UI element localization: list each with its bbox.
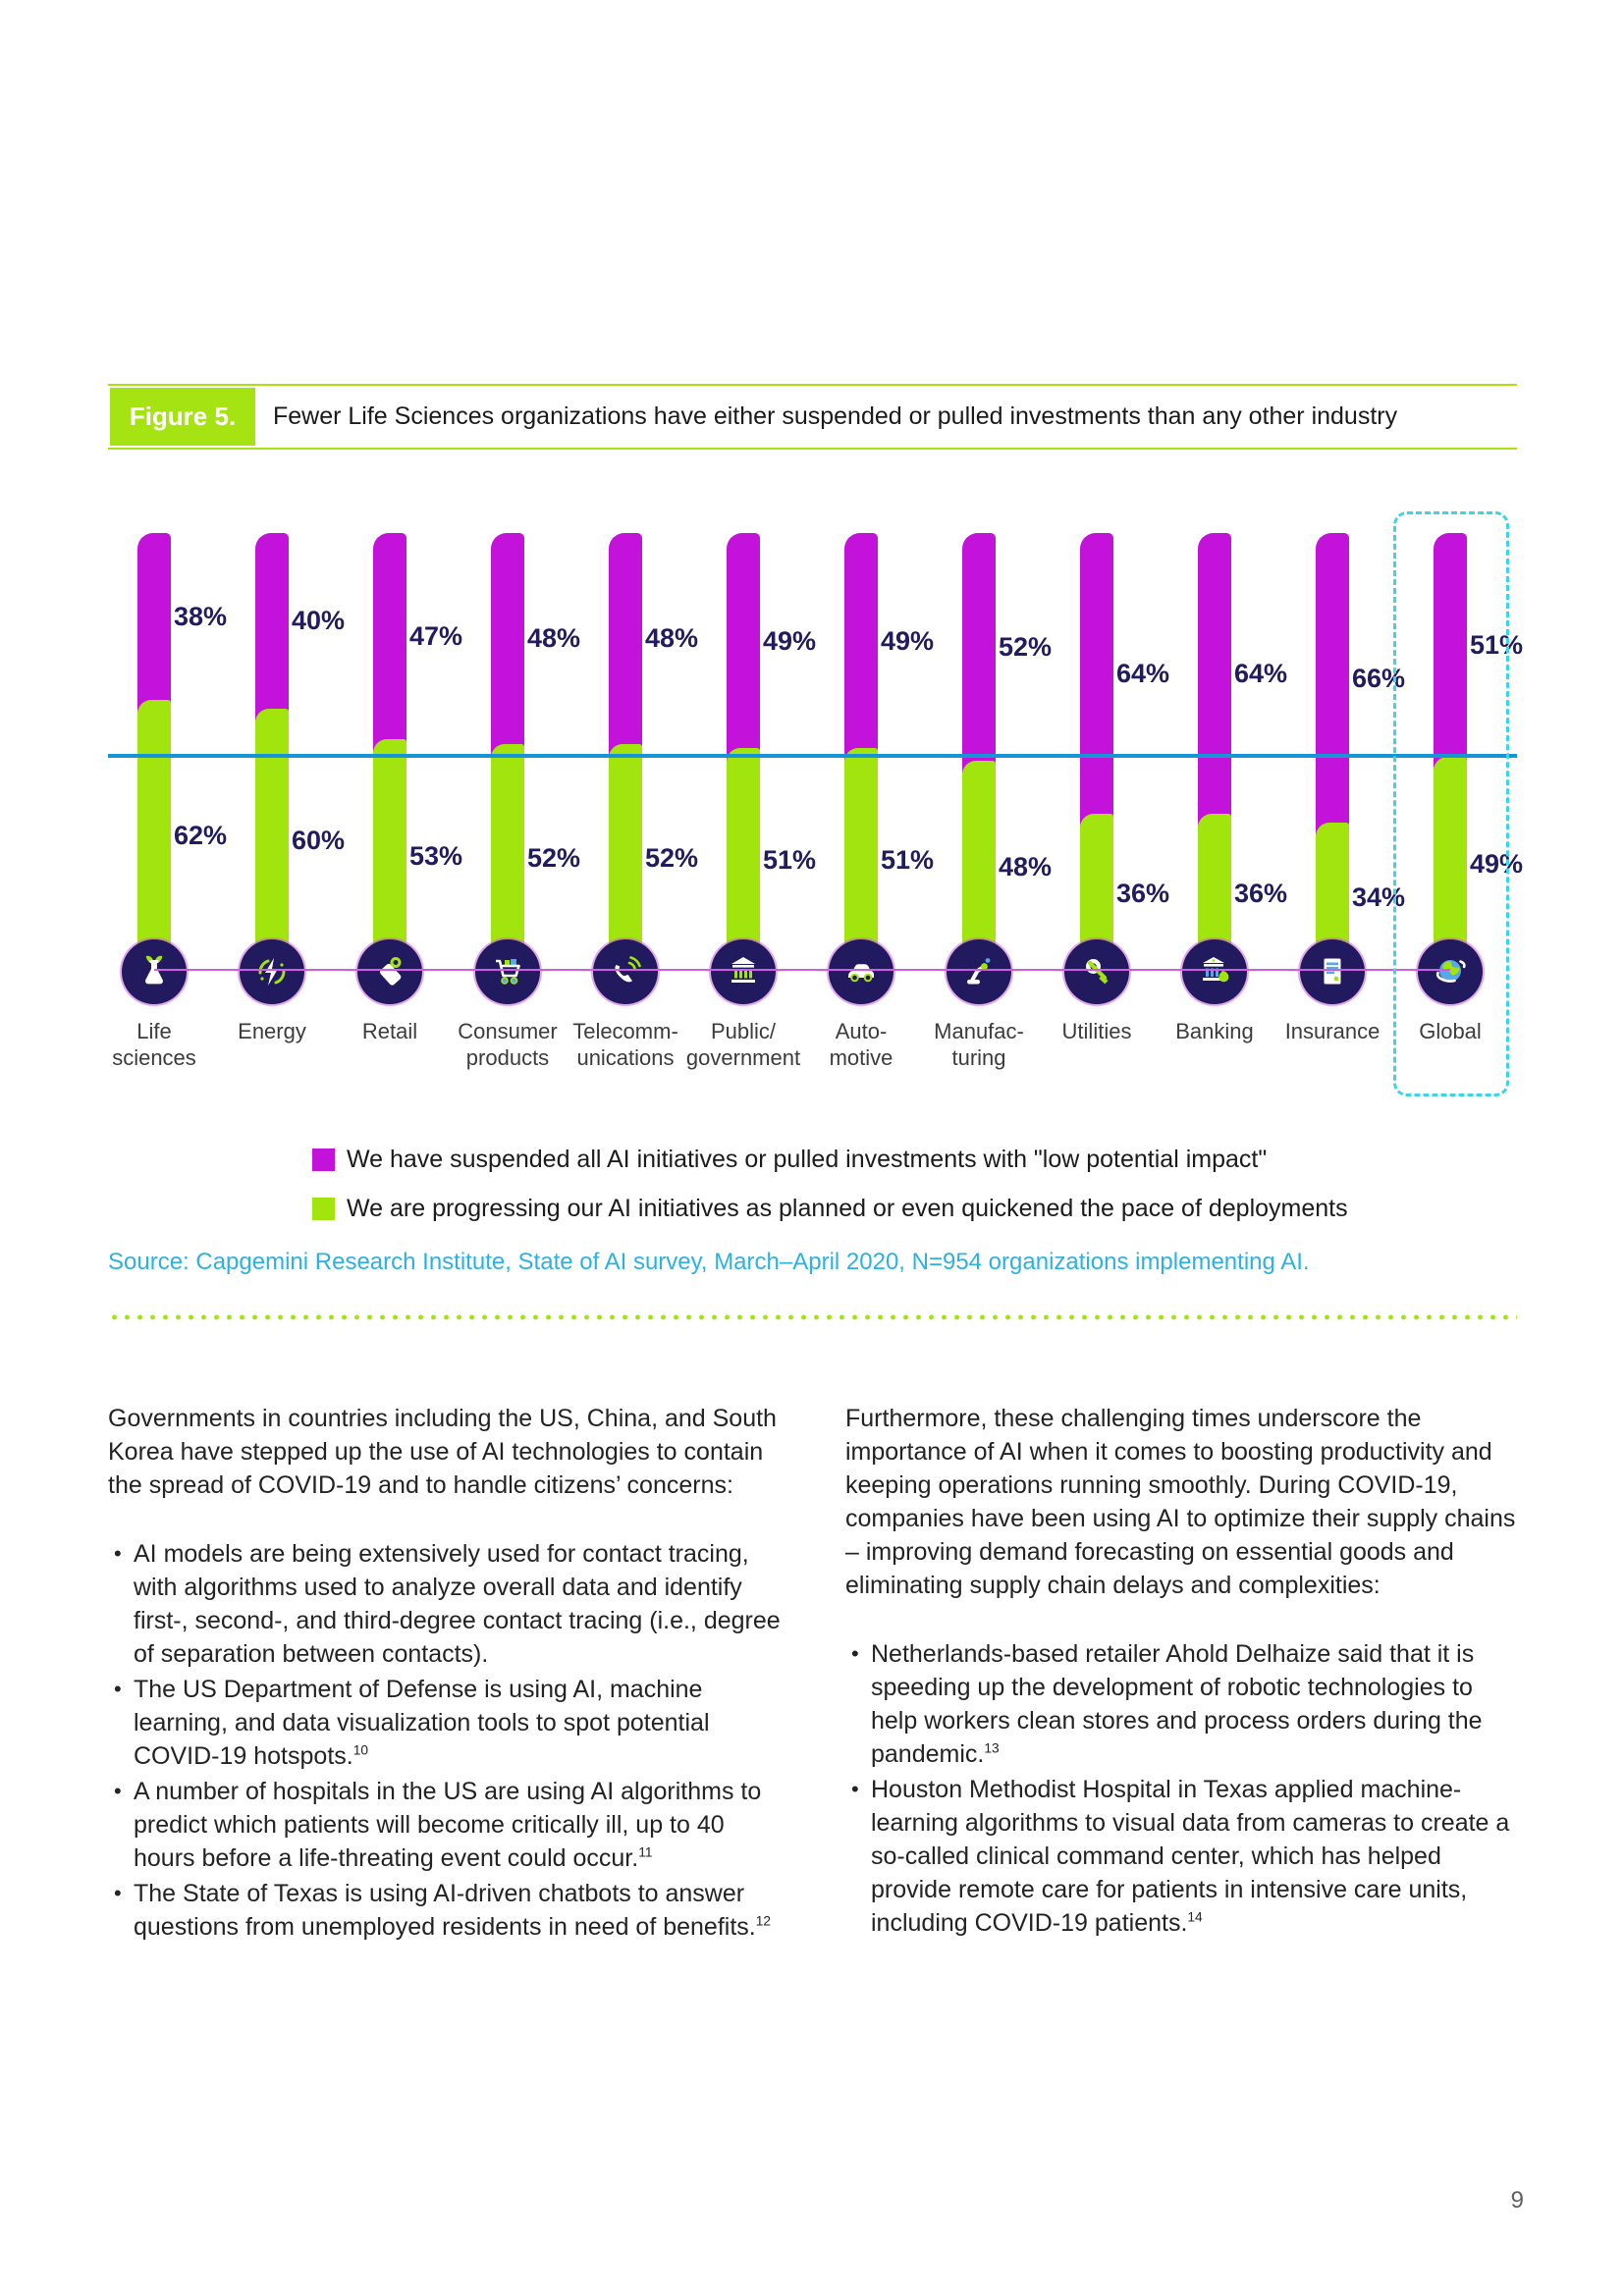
stacked-bar xyxy=(491,533,524,972)
chart-column-publicgovernment xyxy=(684,533,817,1102)
chart-column-telecommunications xyxy=(567,533,699,1102)
progressing-segment xyxy=(609,744,642,972)
footnote-marker: 14 xyxy=(1187,1909,1203,1925)
wrench-gear-icon xyxy=(1064,939,1129,1004)
progressing-value-label: 48% xyxy=(999,852,1053,881)
progressing-value-label: 52% xyxy=(645,843,699,873)
legend-row-1 xyxy=(312,1146,1348,1174)
stacked-bar xyxy=(1198,533,1231,972)
footnote-marker: 10 xyxy=(352,1742,369,1758)
stacked-bar xyxy=(962,533,996,972)
category-label: Manufac- turing xyxy=(934,1019,1024,1070)
stacked-bar xyxy=(1316,533,1349,972)
footnote-marker: 12 xyxy=(755,1913,772,1929)
footnote-marker: 13 xyxy=(984,1740,1000,1756)
robot-arm-icon xyxy=(947,939,1011,1004)
car-icon xyxy=(829,939,893,1004)
bullet-item: • Houston Methodist Hospital in Texas applied machine-learning algorithms to visual data from cameras to create a so-called clinical command center, which has helped provide remote care for patients in intensive care units, including COVID-19 patients.$^{14}$ xyxy=(845,1773,1518,1940)
phone-signal-icon xyxy=(593,939,658,1004)
suspended-value-label: 52% xyxy=(999,632,1053,662)
icon-connector-line xyxy=(154,969,1450,971)
progressing-value-label: 51% xyxy=(881,845,935,875)
figure-label: Figure 5. xyxy=(110,388,255,446)
insurance-document-icon xyxy=(1300,939,1365,1004)
chart-column-insurance xyxy=(1273,533,1406,1102)
progressing-value-label: 51% xyxy=(763,845,817,875)
progressing-value-label: 53% xyxy=(409,841,463,871)
suspended-value-label: 64% xyxy=(1234,659,1288,688)
progressing-value-label: 60% xyxy=(292,826,346,855)
dotted-separator xyxy=(108,1314,1517,1320)
government-building-icon xyxy=(711,939,776,1004)
progressing-segment xyxy=(491,744,524,972)
footnote-marker: 11 xyxy=(638,1844,653,1860)
body-text xyxy=(108,1402,1518,1946)
global-highlight-box xyxy=(1393,511,1509,1096)
category-label: Energy xyxy=(238,1019,306,1043)
legend-row-2 xyxy=(312,1195,1348,1223)
progressing-segment xyxy=(727,748,760,972)
stacked-bar-chart xyxy=(95,533,1524,1102)
progressing-value-label: 62% xyxy=(174,821,228,850)
progressing-value-label: 52% xyxy=(527,843,581,873)
suspended-value-label: 49% xyxy=(881,626,935,656)
suspended-value-label: 38% xyxy=(174,602,228,631)
chart-column-retail xyxy=(331,533,463,1102)
chart-column-manufacturing xyxy=(920,533,1053,1102)
bank-icon xyxy=(1182,939,1247,1004)
suspended-value-label: 66% xyxy=(1352,664,1406,693)
stacked-bar xyxy=(727,533,760,972)
category-label: Auto- motive xyxy=(829,1019,893,1070)
chart-column-consumerproducts xyxy=(449,533,581,1102)
stacked-bar xyxy=(844,533,878,972)
category-label: Consumer products xyxy=(458,1019,558,1070)
page-number: 9 xyxy=(1510,2187,1524,2214)
right-bullet-list xyxy=(845,1637,1518,1940)
body-column-right xyxy=(845,1402,1518,1946)
suspended-value-label: 48% xyxy=(645,623,699,653)
chart-column-utilities xyxy=(1038,533,1170,1102)
legend-swatch xyxy=(312,1148,335,1171)
progressing-value-label: 49% xyxy=(1470,849,1524,879)
bullet-item: • AI models are being extensively used for contact tracing, with algorithms used to analyze overall data and identify first-, second-, and third-degree contact tracing (i.e., degree of separation between contacts). xyxy=(108,1537,781,1671)
progressing-value-label: 36% xyxy=(1116,879,1170,908)
legend-label: We are progressing our AI initiatives as planned or even quickened the pace of deployments xyxy=(347,1195,1348,1222)
figure-top-rule xyxy=(108,384,1517,386)
progressing-value-label: 34% xyxy=(1352,882,1406,912)
category-label: Global xyxy=(1419,1019,1482,1043)
figure-bottom-rule xyxy=(108,448,1517,450)
progressing-segment xyxy=(373,739,406,972)
category-label: Public/ government xyxy=(685,1019,801,1070)
category-label: Telecomm- unications xyxy=(572,1019,678,1070)
stacked-bar xyxy=(373,533,406,972)
category-label: Insurance xyxy=(1284,1019,1380,1043)
right-paragraph: Furthermore, these challenging times underscore the importance of AI when it comes to boosting productivity and keeping operations running smoothly. During COVID-19, companies have been using AI to optimize their supply chains – improving demand forecasting on essential goods and eliminating supply chain delays and complexities: xyxy=(845,1405,1516,1599)
source-note: Source: Capgemini Research Institute, State of AI survey, March–April 2020, N=954 organizations implementing AI. xyxy=(108,1249,1310,1275)
suspended-value-label: 51% xyxy=(1470,630,1524,660)
suspended-value-label: 49% xyxy=(763,626,817,656)
energy-bolt-icon xyxy=(240,939,304,1004)
progressing-segment xyxy=(137,700,171,972)
suspended-value-label: 40% xyxy=(292,606,346,635)
stacked-bar xyxy=(609,533,642,972)
global-average-line xyxy=(108,754,1517,758)
stacked-bar xyxy=(255,533,289,972)
suspended-value-label: 47% xyxy=(409,621,463,651)
legend-swatch xyxy=(312,1198,335,1220)
left-paragraph: Governments in countries including the US, China, and South Korea have stepped up the use of AI technologies to contain the spread of COVID-19 and to handle citizens’ concerns: xyxy=(108,1405,777,1499)
bullet-item: • The US Department of Defense is using AI, machine learning, and data visualization tools to spot potential COVID-19 hotspots.$^{10}$ xyxy=(108,1673,781,1773)
chart-column-energy xyxy=(213,533,346,1102)
stacked-bar xyxy=(1080,533,1113,972)
body-column-left xyxy=(108,1402,781,1946)
legend-label: We have suspended all AI initiatives or pulled investments with "low potential impact" xyxy=(347,1146,1268,1173)
chart-column-lifesciences xyxy=(95,533,228,1102)
suspended-value-label: 48% xyxy=(527,623,581,653)
chart-column-automotive xyxy=(802,533,935,1102)
chart-column-banking xyxy=(1156,533,1288,1102)
bullet-item: • The State of Texas is using AI-driven chatbots to answer questions from unemployed residents in need of benefits.$^{12}$ xyxy=(108,1877,781,1944)
progressing-segment xyxy=(844,748,878,972)
stacked-bar xyxy=(137,533,171,972)
chart-legend xyxy=(312,1146,1348,1244)
flask-plant-icon xyxy=(122,939,187,1004)
price-tag-icon xyxy=(357,939,422,1004)
bullet-item: • A number of hospitals in the US are using AI algorithms to predict which patients will become critically ill, up to 40 hours before a life-threating event could occur.$^{11}$ xyxy=(108,1775,781,1875)
figure-title: Fewer Life Sciences organizations have either suspended or pulled investments than any other industry xyxy=(273,402,1398,430)
category-label: Life sciences xyxy=(112,1019,196,1070)
progressing-value-label: 36% xyxy=(1234,879,1288,908)
category-label: Utilities xyxy=(1061,1019,1132,1043)
category-label: Banking xyxy=(1175,1019,1254,1043)
category-label: Retail xyxy=(361,1019,418,1043)
progressing-segment xyxy=(255,709,289,972)
suspended-value-label: 64% xyxy=(1116,659,1170,688)
left-bullet-list xyxy=(108,1537,781,1944)
bullet-item: • Netherlands-based retailer Ahold Delhaize said that it is speeding up the development of robotic technologies to help workers clean stores and process orders during the pandemic.$^{13}$ xyxy=(845,1637,1518,1771)
shopping-cart-icon xyxy=(475,939,540,1004)
